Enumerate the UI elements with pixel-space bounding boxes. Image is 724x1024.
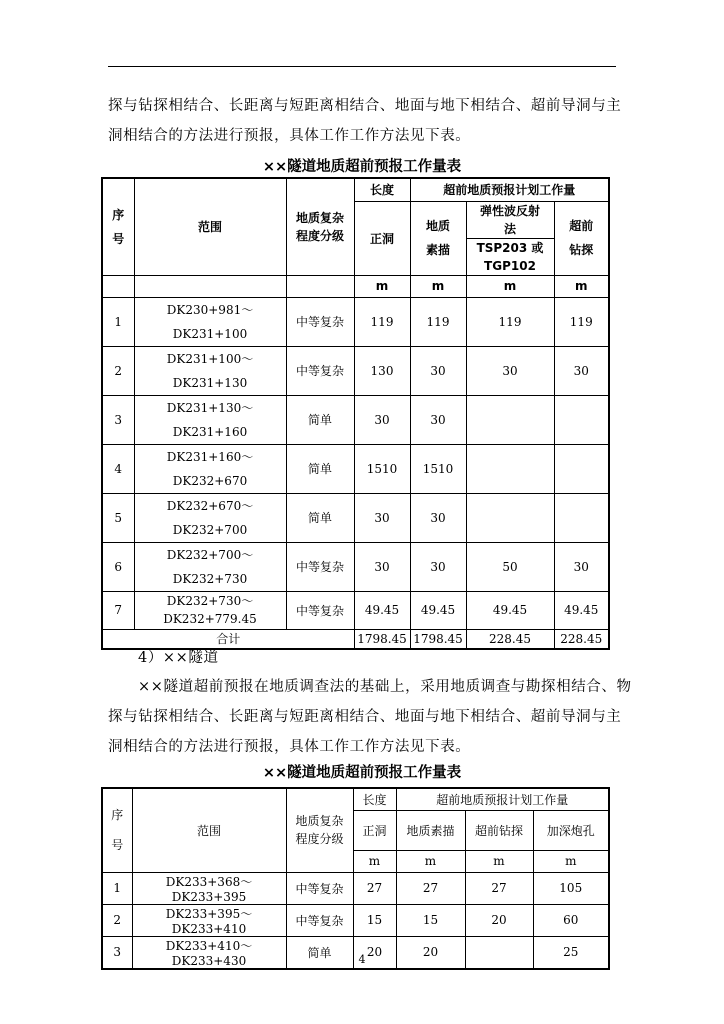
main-tunnel-header: 正洞 [353, 810, 396, 850]
row-number: 1 [102, 297, 134, 346]
drill-cell: 27 [465, 872, 533, 904]
seismic-cell: 49.45 [466, 591, 554, 629]
drill-cell [554, 444, 609, 493]
total-length: 1798.45 [354, 629, 410, 649]
length-cell: 30 [354, 542, 410, 591]
range-cell: DK230+981～ DK231+100 [134, 297, 286, 346]
range-header: 范围 [134, 178, 286, 275]
grade-cell: 简单 [286, 936, 353, 969]
sketch-cell: 30 [410, 493, 466, 542]
row-number: 2 [102, 346, 134, 395]
workload-table-2 [101, 787, 610, 970]
unit-cell [134, 275, 286, 297]
seismic-cell: 30 [466, 346, 554, 395]
seismic-method-header: TSP203 或 TGP102 [466, 238, 554, 275]
range-cell: DK231+160～ DK232+670 [134, 444, 286, 493]
plan-header: 超前地质预报计划工作量 [410, 178, 609, 201]
total-row [102, 629, 609, 649]
range-cell: DK233+395～DK233+410 [132, 904, 286, 936]
range-cell: DK233+368～DK233+395 [132, 872, 286, 904]
sketch-cell: 30 [410, 346, 466, 395]
grade-cell: 中等复杂 [286, 872, 353, 904]
grade-cell: 中等复杂 [286, 346, 354, 395]
page-number: 4 [358, 953, 366, 966]
length-header: 长度 [353, 788, 396, 810]
range-cell: DK232+670～ DK232+700 [134, 493, 286, 542]
paragraph-line: ××隧道超前预报在地质调查法的基础上，采用地质调查与勘探相结合、物 [138, 679, 632, 695]
deep-hole-header: 加深炮孔 [533, 810, 609, 850]
seq-header: 序 号 [102, 788, 132, 872]
range-cell: DK232+730～ DK232+779.45 [134, 591, 286, 629]
row-number: 4 [102, 444, 134, 493]
table-row [102, 872, 609, 904]
paragraph-line: 探与钻探相结合、长距离与短距离相结合、地面与地下相结合、超前导洞与主 [108, 98, 622, 114]
row-number: 7 [102, 591, 134, 629]
row-number: 2 [102, 904, 132, 936]
seismic-cell [466, 395, 554, 444]
row-number: 6 [102, 542, 134, 591]
unit-cell: m [353, 850, 396, 872]
seismic-cell [466, 493, 554, 542]
sketch-cell: 20 [396, 936, 465, 969]
table-row [102, 591, 609, 629]
length-cell: 30 [354, 493, 410, 542]
seq-header: 序 号 [102, 178, 134, 275]
paragraph-line: 洞相结合的方法进行预报，具体工作工作方法见下表。 [108, 128, 471, 144]
drill-header: 超前 钻探 [554, 201, 609, 275]
row-number: 3 [102, 395, 134, 444]
main-tunnel-header: 正洞 [354, 201, 410, 275]
drill-cell [554, 493, 609, 542]
grade-cell: 中等复杂 [286, 904, 353, 936]
seismic-cell [466, 444, 554, 493]
sketch-cell: 1510 [410, 444, 466, 493]
range-header: 范围 [132, 788, 286, 872]
sketch-cell: 119 [410, 297, 466, 346]
length-cell: 1510 [354, 444, 410, 493]
length-cell: 130 [354, 346, 410, 395]
row-number: 5 [102, 493, 134, 542]
seismic-cell: 119 [466, 297, 554, 346]
unit-cell: m [410, 275, 466, 297]
sketch-cell: 27 [396, 872, 465, 904]
table1-title: ××隧道地质超前预报工作量表 [262, 159, 462, 175]
section-heading: 4）××隧道 [138, 650, 219, 666]
grade-cell: 简单 [286, 395, 354, 444]
drill-cell [554, 395, 609, 444]
unit-cell [102, 275, 134, 297]
table-row [102, 904, 609, 936]
plan-header: 超前地质预报计划工作量 [396, 788, 609, 810]
seismic-cell: 50 [466, 542, 554, 591]
grade-cell: 中等复杂 [286, 542, 354, 591]
sketch-cell: 30 [410, 395, 466, 444]
drill-cell: 30 [554, 542, 609, 591]
total-seismic: 228.45 [466, 629, 554, 649]
unit-cell: m [554, 275, 609, 297]
table-row [102, 346, 609, 395]
table-row [102, 542, 609, 591]
length-cell: 20 [353, 936, 396, 969]
sketch-header: 地质素描 [396, 810, 465, 850]
complexity-header: 地质复杂 程度分级 [286, 788, 353, 872]
table-row [102, 395, 609, 444]
table-row [102, 444, 609, 493]
deep-hole-cell: 105 [533, 872, 609, 904]
range-cell: DK232+700～ DK232+730 [134, 542, 286, 591]
total-sketch: 1798.45 [410, 629, 466, 649]
length-cell: 15 [353, 904, 396, 936]
unit-cell: m [354, 275, 410, 297]
unit-cell: m [465, 850, 533, 872]
row-number: 1 [102, 872, 132, 904]
sketch-cell: 49.45 [410, 591, 466, 629]
grade-cell: 中等复杂 [286, 297, 354, 346]
range-cell: DK231+100～ DK231+130 [134, 346, 286, 395]
total-label: 合计 [102, 629, 354, 649]
drill-cell: 30 [554, 346, 609, 395]
table-row [102, 493, 609, 542]
deep-hole-cell: 60 [533, 904, 609, 936]
unit-cell: m [466, 275, 554, 297]
length-cell: 30 [354, 395, 410, 444]
length-cell: 27 [353, 872, 396, 904]
deep-hole-cell: 25 [533, 936, 609, 969]
seismic-header: 弹性波反射 法 [466, 201, 554, 238]
header-rule [108, 66, 616, 67]
length-cell: 119 [354, 297, 410, 346]
drill-header: 超前钻探 [465, 810, 533, 850]
grade-cell: 简单 [286, 493, 354, 542]
grade-cell: 中等复杂 [286, 591, 354, 629]
sketch-header: 地质 素描 [410, 201, 466, 275]
drill-cell: 20 [465, 904, 533, 936]
range-cell: DK233+410～DK233+430 [132, 936, 286, 969]
grade-cell: 简单 [286, 444, 354, 493]
table2-title: ××隧道地质超前预报工作量表 [262, 765, 462, 781]
paragraph-line: 洞相结合的方法进行预报，具体工作工作方法见下表。 [108, 739, 471, 755]
sketch-cell: 15 [396, 904, 465, 936]
drill-cell: 49.45 [554, 591, 609, 629]
row-number: 3 [102, 936, 132, 969]
table-row [102, 297, 609, 346]
unit-cell [286, 275, 354, 297]
unit-cell: m [533, 850, 609, 872]
range-cell: DK231+130～ DK231+160 [134, 395, 286, 444]
drill-cell: 119 [554, 297, 609, 346]
total-drill: 228.45 [554, 629, 609, 649]
length-cell: 49.45 [354, 591, 410, 629]
unit-cell: m [396, 850, 465, 872]
complexity-header: 地质复杂 程度分级 [286, 178, 354, 275]
length-header: 长度 [354, 178, 410, 201]
paragraph-line: 探与钻探相结合、长距离与短距离相结合、地面与地下相结合、超前导洞与主 [108, 709, 622, 725]
sketch-cell: 30 [410, 542, 466, 591]
workload-table-1 [101, 177, 610, 650]
